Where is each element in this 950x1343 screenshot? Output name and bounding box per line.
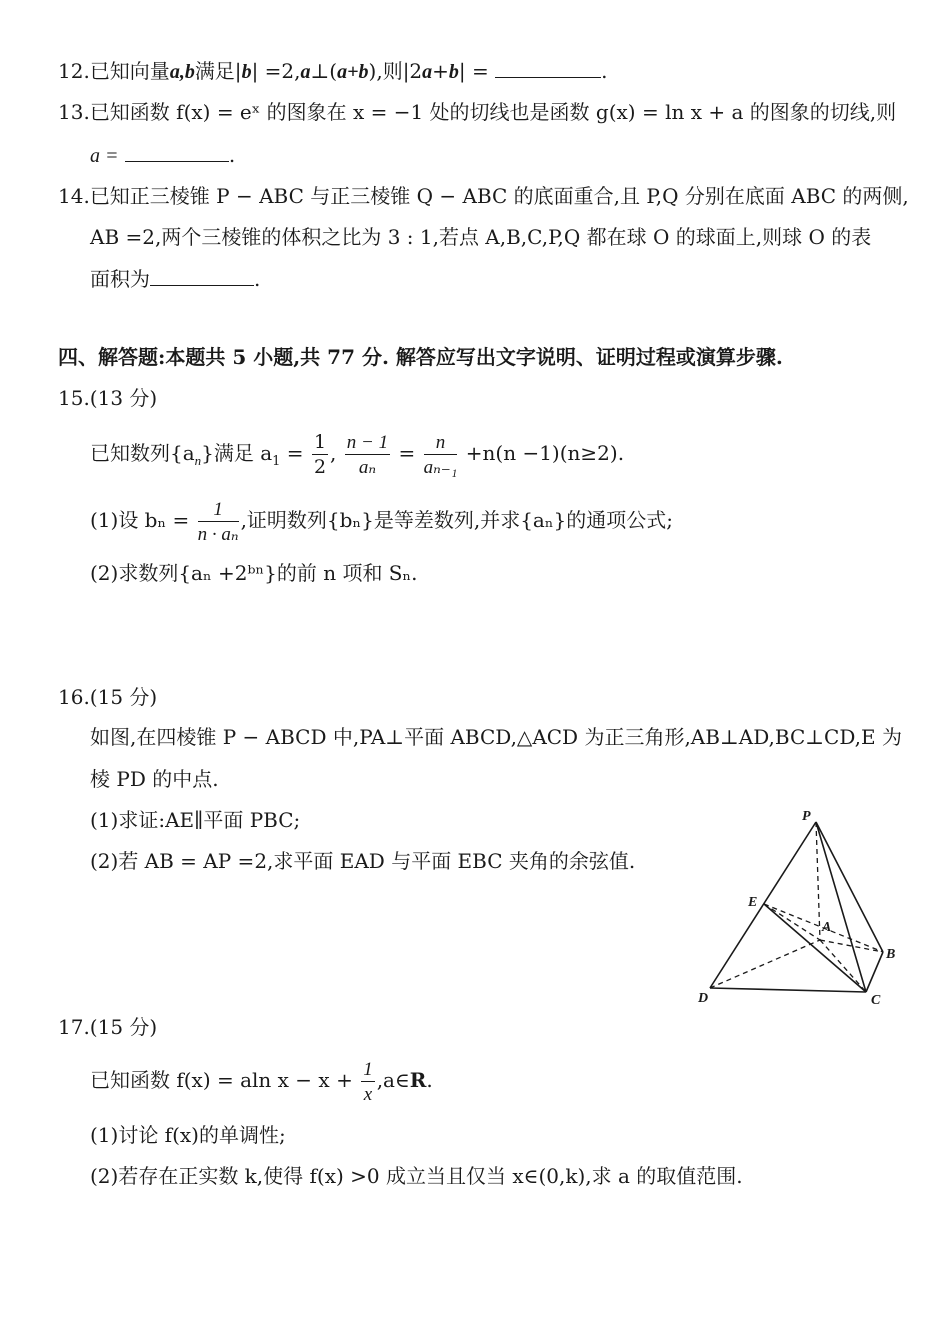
q12-b2: b (448, 61, 459, 83)
question-16-part-1: (1)求证:AE∥平面 PBC; (90, 808, 301, 832)
q12-b: b (241, 61, 252, 83)
q15-p1-b: ,证明数列{bₙ}是等差数列,并求{aₙ}的通项公式; (240, 508, 673, 532)
question-14 (58, 181, 909, 211)
question-13 (58, 97, 896, 127)
q12-text-b: 满足| (194, 59, 242, 83)
q13-end: . (228, 143, 236, 167)
answer-blank-14[interactable] (150, 265, 254, 286)
q15-comma: , (330, 441, 337, 465)
q17-end: . (426, 1068, 433, 1092)
q15-frac-2-num: n − 1 (346, 431, 389, 453)
question-16-header: 16.(15 分) (58, 685, 158, 709)
q14-line3: 面积为 (90, 267, 150, 291)
question-13-line2 (90, 140, 235, 171)
q12-text-a: 已知向量 (89, 59, 170, 83)
q12-a: a (300, 61, 311, 83)
q12-text-c: | =2, (251, 59, 301, 83)
edge-DC (710, 988, 866, 992)
question-12 (58, 56, 608, 87)
question-16-part-2: (2)若 AB = AP =2,求平面 EAD 与平面 EBC 夹角的余弦值. (90, 849, 636, 873)
q13-var-a: a = (90, 145, 119, 167)
question-14-line2 (90, 222, 871, 252)
q14-line1: 已知正三棱锥 P − ABC 与正三棱锥 Q − ABC 的底面重合,且 P,Q 分别在底面 ABC 的两侧, (89, 184, 909, 208)
label-A: A (822, 920, 832, 935)
q17-intro-b: ,a∈ (376, 1068, 410, 1092)
q12-perp: ⊥( (310, 59, 338, 83)
q12-vars: a,b (169, 61, 195, 83)
q15-frac-3-num: n (424, 433, 458, 455)
question-17-header: 17.(15 分) (58, 1015, 158, 1039)
edge-CB (866, 952, 883, 992)
label-P: P (802, 809, 811, 824)
question-15-intro: 已知数列$\{a_n\}$满足 $a_1$ = $\frac{1}{2}$ , $\frac{n - 1}{\text{aₙ}}$ = $\frac{n}{\text{aₙ₋₁}}$ +n(n −1)(n≥2). (90, 430, 625, 478)
q12-plus: + (432, 59, 449, 83)
answer-blank-12[interactable] (495, 57, 601, 78)
label-E: E (748, 895, 758, 910)
q17-R: R (409, 1068, 427, 1092)
question-17-part-1: (1)讨论 f(x)的单调性; (90, 1123, 286, 1147)
q12-number: 12. (58, 59, 90, 83)
q15-frac-1-num: 1 (313, 430, 327, 453)
q15-intro-a: 已知数列{a (90, 441, 195, 465)
q13-line1: 已知函数 f(x) = eˣ 的图象在 x = −1 处的切线也是函数 g(x) = ln x + a 的图象的切线,则 (89, 100, 897, 124)
q12-a2: a (422, 61, 433, 83)
question-15-part-2: (2)求数列{aₙ +2ᵇⁿ}的前 n 项和 Sₙ. (90, 561, 418, 585)
q15-frac-1-den: 2 (313, 455, 327, 478)
q12-end: . (601, 59, 608, 83)
q15-intro-b: }满足 a (201, 441, 273, 465)
question-16-line1: 如图,在四棱锥 P − ABCD 中,PA⊥平面 ABCD,△ACD 为正三角形,AB⊥AD,BC⊥CD,E 为 (90, 725, 903, 749)
question-17-part-2: (2)若存在正实数 k,使得 f(x) >0 成立当且仅当 x∈(0,k),求 a 的取值范围. (90, 1164, 743, 1188)
edge-EA (764, 904, 820, 940)
question-15-part-1 (90, 492, 673, 548)
q17-frac-num: 1 (363, 1058, 373, 1080)
q14-line2: AB =2,两个三棱锥的体积之比为 3 : 1,若点 A,B,C,P,Q 都在球 O 的球面上,则球 O 的表 (90, 225, 872, 249)
q12-text-d: ),则|2 (368, 59, 423, 83)
q17-frac-den: x (363, 1083, 373, 1105)
q15-eq: = (398, 441, 416, 465)
q15-frac-2 (345, 433, 390, 477)
q15-frac-3 (424, 433, 458, 477)
edge-EC (764, 904, 866, 992)
section-4-heading: 四、解答题:本题共 5 小题,共 77 分. 解答应写出文字说明、证明过程或演算步骤. (58, 345, 783, 369)
pyramid-figure (690, 800, 910, 1010)
q15-p1-frac-den: n · aₙ (197, 523, 239, 545)
q13-number: 13. (58, 100, 90, 124)
edge-DA (710, 940, 820, 988)
q15-frac-1 (312, 430, 328, 478)
q15-p1-frac-num: 1 (198, 500, 239, 522)
q17-intro-a: 已知函数 f(x) = aln x − x + (90, 1068, 353, 1092)
q12-text-e: | = (458, 59, 489, 83)
q14-number: 14. (58, 184, 90, 208)
q12-sum: a+b (337, 61, 369, 83)
edge-PA (816, 822, 820, 940)
q15-intro-c: = (280, 441, 304, 465)
label-D: D (698, 991, 709, 1006)
q17-frac (361, 1060, 375, 1104)
q15-p1-frac (198, 500, 239, 544)
q14-end: . (254, 267, 261, 291)
edge-PD (710, 822, 816, 988)
q15-tail: +n(n −1)(n≥2). (465, 441, 625, 465)
q15-frac-2-den: aₙ (358, 456, 377, 478)
q15-frac-3-den: aₙ₋₁ (423, 456, 458, 478)
answer-blank-13[interactable] (125, 141, 229, 162)
question-16-line2: 棱 PD 的中点. (90, 767, 219, 791)
question-15-header: 15.(13 分) (58, 386, 158, 410)
edge-PC (816, 822, 866, 992)
question-14-line3 (90, 264, 260, 294)
question-17-intro (90, 1052, 433, 1108)
label-C: C (871, 993, 881, 1008)
label-B: B (886, 947, 896, 962)
q15-p1-a: (1)设 bₙ = (90, 508, 190, 532)
